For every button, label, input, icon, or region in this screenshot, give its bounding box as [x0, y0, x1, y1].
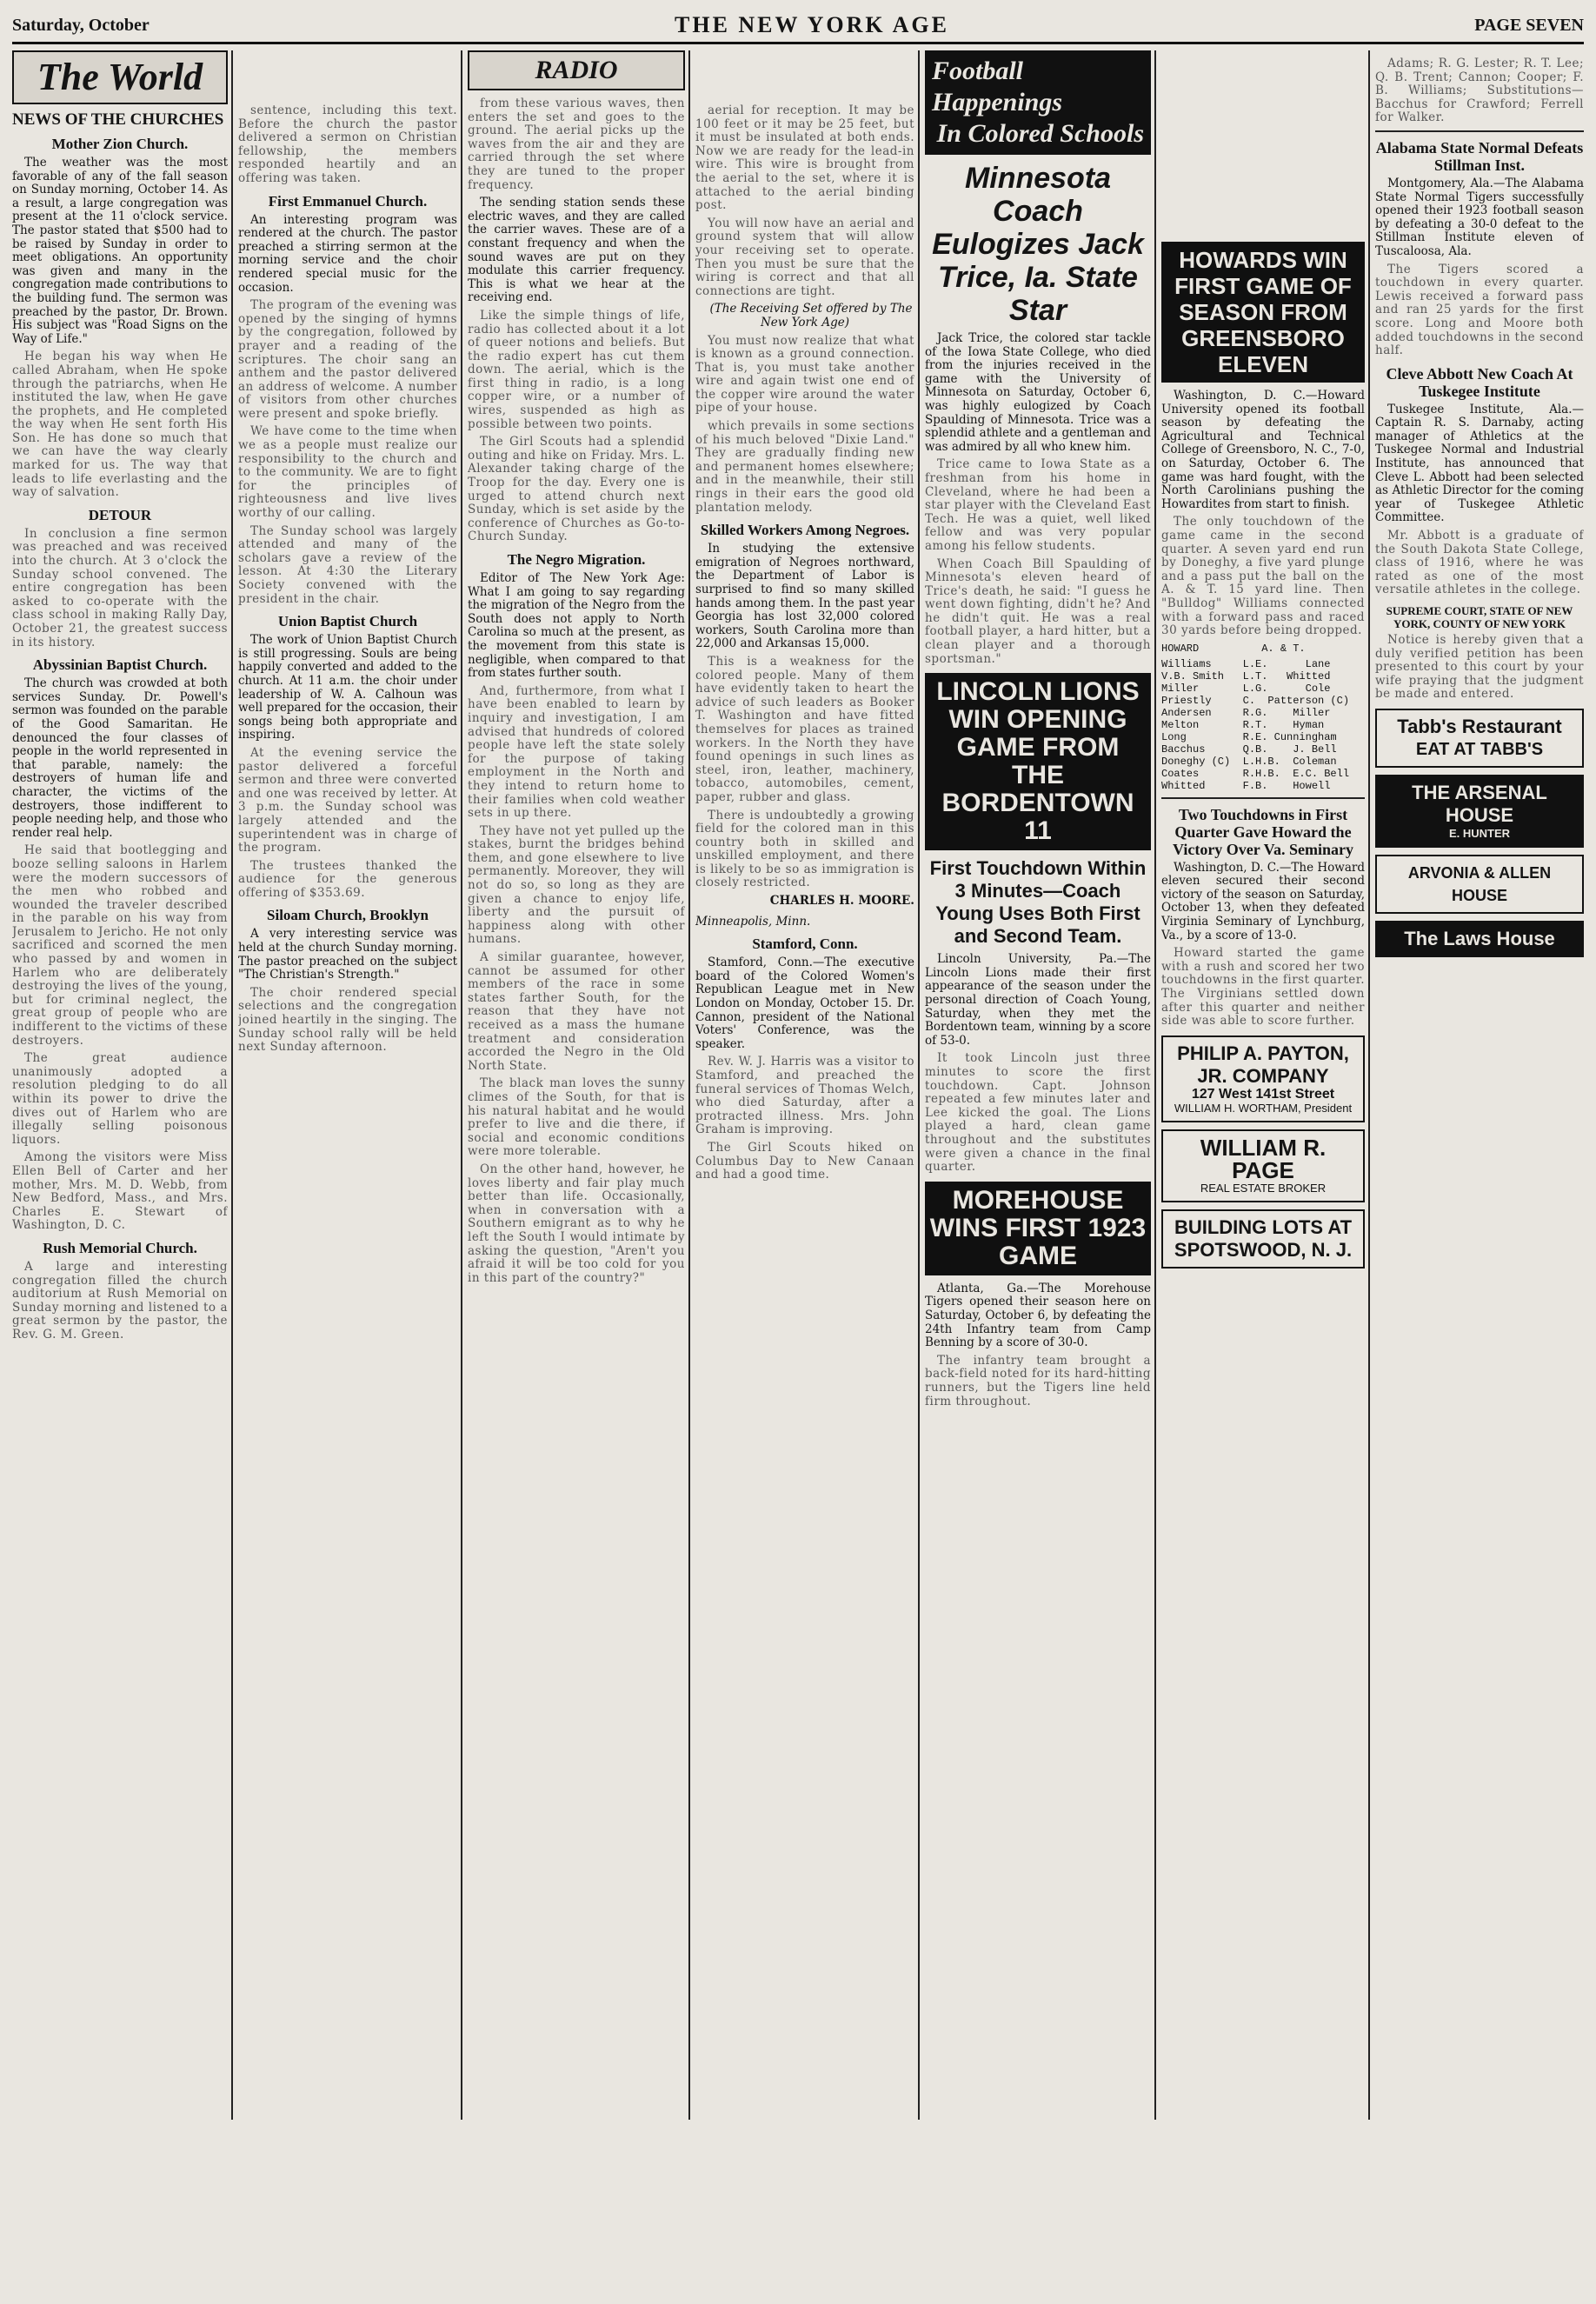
- masthead-paper-name: THE NEW YORK AGE: [675, 12, 949, 37]
- masthead-page-number: PAGE SEVEN: [1474, 15, 1584, 35]
- trice-article: Jack Trice, the colored star tackle of the Iowa State College, who died from the injuries received in the game with the University of Minnesota on Saturday, October 6, was highly eulogized by Coach Spaulding of Minnesota. Trice was a splendid athlete and a gentleman and was admired by all who knew him.: [925, 331, 1151, 454]
- union-baptist-article: The work of Union Baptist Church is still progressing. Souls are being happily converted and added to the church. At 11 a.m. the choir under leadership of W. A. Calhoun was well prepared for the occasion, their songs being both appropriate and inspiring.: [238, 633, 457, 742]
- section-title: NEWS OF THE CHURCHES: [12, 110, 224, 129]
- emmanuel-article: An interesting program was rendered at the church. The pastor preached a stirring sermon at the morning service and the choir rendered special music for the occasion.: [238, 212, 457, 295]
- lincoln-article: Lincoln University, Pa.—The Lincoln Lions made their first appearance of the season under the personal direction of Coach Young, Saturday, when they met the Bordentown team, winning by a score of 53-0.: [925, 952, 1151, 1048]
- article-filler: On the other hand, however, he loves liberty and fair play much better than life. Occasionally, when in conversation with a Southern emigrant as to why he left the South I would intimate by asking the question, "Aren't you afraid it will be too cold for you in this part of the country?": [468, 1162, 685, 1285]
- abbott-heading: Cleve Abbott New Coach At Tuskegee Institute: [1386, 364, 1573, 400]
- stamford-heading: Stamford, Conn.: [752, 936, 858, 953]
- article-filler: Mr. Abbott is a graduate of the South Dakota State College, class of 1916, where he was rated as one of the most versatile athletes in the college.: [1375, 529, 1584, 597]
- column-church-news: [12, 50, 228, 2120]
- page-ad-subtitle: REAL ESTATE BROKER: [1200, 1181, 1327, 1195]
- signature-place: Minneapolis, Minn.: [695, 914, 811, 929]
- radio-caption: (The Receiving Set offered by The New York Age): [709, 302, 913, 330]
- football-heading: Football Happenings: [932, 57, 1063, 117]
- column-radio: [468, 50, 685, 2120]
- abyssinian-article: The church was crowded at both services Sunday. Dr. Powell's sermon was founded on the parable of the Good Samaritan. He denounced the four classes of people in the world represented in that parable, namely: the destroyers of human life and character, the victims of the destroyers, those indifferent to people needing help, and those who render real help.: [12, 676, 228, 840]
- arsenal-ad: [1375, 775, 1584, 848]
- article-filler: which prevails in some sections of his much beloved "Dixie Land." They are gradually finding new and permanent homes elsewhere; and in the meanwhile, their still rings in their ears the good old plantation melody.: [695, 419, 914, 515]
- article-filler: aerial for reception. It may be 100 feet or it may be 25 feet, but it must be insulated at both ends. Now we are ready for the lead-in wire. This wire is brought from the aerial to the set, where it is attached to the aerial binding post.: [695, 104, 914, 213]
- article-filler: The Girl Scouts hiked on Columbus Day to New Canaan and had a good time.: [695, 1140, 914, 1182]
- article-filler: The program of the evening was opened by the singing of hymns by the congregation, followed by prayer and a reading of the scriptures. The choir sang an anthem and the pastor delivered an address of welcome. A number of visitors from other churches were present and spoke briefly.: [238, 298, 457, 421]
- lincoln-deck: First Touchdown Within 3 Minutes—Coach Young Uses Both First and Second Team.: [929, 857, 1147, 948]
- lincoln-headline: LINCOLN LIONS WIN OPENING GAME FROM THE BORDENTOWN 11: [925, 673, 1151, 850]
- tabbs-ad-slogan: EAT AT TABB'S: [1415, 739, 1544, 759]
- world-heading: The World: [12, 50, 228, 104]
- article-filler: Rev. W. J. Harris was a visitor to Stamford, and preached the funeral services of Thomas Welch, who died Saturday, after a protracted illness. Mrs. John Graham is improving.: [695, 1055, 914, 1137]
- divider: [1375, 130, 1584, 132]
- article-filler: Notice is hereby given that a duly verified petition has been presented to this court by your wife praying that the judgment be made and entered.: [1375, 633, 1584, 702]
- trice-headline: Minnesota Coach Eulogizes Jack Trice, Ia. State Star: [932, 162, 1144, 327]
- article-filler: A large and interesting congregation filled the church auditorium at Rush Memorial on Sunday morning and listened to a great sermon by the pastor, the Rev. G. M. Green.: [12, 1259, 228, 1342]
- skilled-workers-article: In studying the extensive emigration of Negroes northward, the Department of Labor is surprised to find so many skilled hands among them. In the past year Georgia has lost 32,000 colored workers, South Carolina more than 22,000 and Arkansas 15,000.: [695, 542, 914, 651]
- article-filler: They have not yet pulled up the stakes, burnt the bridges behind them, and gone elsewhere to live permanently. Moreover, they will not do so, so long as they are given a chance to enjoy life, liberty and the pursuit of happiness along with other humans.: [468, 823, 685, 947]
- skilled-workers-heading: Skilled Workers Among Negroes.: [700, 522, 910, 539]
- laws-ad-title: The Laws House: [1404, 927, 1555, 949]
- emmanuel-heading: First Emmanuel Church.: [268, 192, 428, 210]
- radio-heading: RADIO: [468, 50, 685, 90]
- article-filler: And, furthermore, from what I have been enabled to learn by inquiry and investigation, I am advised that hundreds of colored people have left the state solely for the purpose of taking employment in the North and they intend to return home to their families when cold weather sets in up there.: [468, 683, 685, 821]
- column-rule: [461, 50, 462, 2120]
- column-rule: [688, 50, 690, 2120]
- mother-zion-heading: Mother Zion Church.: [51, 136, 189, 152]
- court-notice-heading: SUPREME COURT, STATE OF NEW YORK, COUNTY OF NEW YORK: [1386, 604, 1573, 630]
- tabbs-ad: [1375, 709, 1584, 768]
- siloam-heading: Siloam Church, Brooklyn: [267, 907, 429, 924]
- article-filler: He said that bootlegging and booze selling saloons in Harlem were the modern successors of the men who robbed and wounded the traveler described in the parable on his way from Jerusalem to Jericho. He not only sacrificed and scorned the men who passed by and women in Harlem who are deliberately destroying the lives of the young, but for criminal neglect, the great group of people who are indifferent to the victims of these destroyers.: [12, 843, 228, 1048]
- article-filler: The great audience unanimously adopted a resolution pledging to do all within its power to drive the dives out of Harlem who are illegally selling poisonous liquors.: [12, 1051, 228, 1147]
- abbott-article: Tuskegee Institute, Ala.—Captain R. S. Darnaby, acting manager of Athletics at the Tuskegee Normal and Industrial Institute, has announced that Cleve L. Abbott had been selected as Athletic Director for the coming year of Tuskegee Athletic Committee.: [1375, 402, 1584, 525]
- migration-heading: The Negro Migration.: [507, 551, 646, 568]
- mother-zion-article: The weather was the most favorable of any of the fall season on Sunday morning, October 14. As a result, a large congregation was present at the 11 o'clock service. The pastor stated that $500 had to be raised by Sunday in order to meet obligations. An opportunity was given and many in the congregation made contributions to the building fund. The sermon was preached by the pastor, Dr. Brown. His subject was "Road Signs on the Way of Life.": [12, 156, 228, 346]
- column-rule: [1154, 50, 1156, 2120]
- two-touchdowns-heading: Two Touchdowns in First Quarter Gave Howard the Victory Over Va. Seminary: [1173, 805, 1353, 858]
- arsenal-ad-owner: E. HUNTER: [1448, 826, 1511, 840]
- payton-ad-title: PHILIP A. PAYTON, JR. COMPANY: [1177, 1042, 1349, 1087]
- column-church-news-2: [238, 104, 457, 2174]
- column-football: [925, 50, 1151, 2120]
- article-filler: You will now have an aerial and ground system that will allow your receiving set to operate. Then you must be sure that the wiring is correct and that all connections are tight.: [695, 216, 914, 298]
- column-rule: [231, 50, 233, 2120]
- alabama-article: Montgomery, Ala.—The Alabama State Normal Tigers successfully opened their 1923 football season by defeating a 30-0 defeat to the Stillman Institute eleven of Tuscaloosa, Ala.: [1375, 176, 1584, 258]
- spotswood-ad: [1161, 1209, 1365, 1269]
- column-howard: [1161, 235, 1365, 2304]
- abyssinian-heading: Abyssinian Baptist Church.: [32, 656, 208, 674]
- article-filler: It took Lincoln just three minutes to score the first touchdown. Capt. Johnson repeated a few minutes later and Lee kicked the goal. The Lions played a hard, clean game throughout and the substitutes were given a chance in the final quarter.: [925, 1051, 1151, 1175]
- article-filler: The Tigers scored a touchdown in every quarter. Lewis received a forward pass and ran 25 yards for the first score. Long and Moore both added touchdowns in the second half.: [1375, 262, 1584, 358]
- article-filler: Howard started the game with a rush and scored her two touchdowns in the first quarter. The Virginians settled down after this quarter and neither side was able to score further.: [1161, 946, 1365, 1029]
- lineup-title: HOWARD A. & T.: [1161, 642, 1306, 655]
- article-filler: This is a weakness for the colored people. Many of them have evidently taken to heart the advice of such leaders as Booker T. Washington and have fitted themselves for places as trained workers. In the North they have found openings in such lines as steel, iron, leather, machinery, tobacco, automobiles, cement, paper, rubber and glass.: [695, 654, 914, 804]
- column-rule: [1368, 50, 1370, 2120]
- colored-schools-heading: In Colored Schools: [936, 119, 1144, 148]
- article-filler: Among the visitors were Miss Ellen Bell of Carter and her mother, Mrs. M. D. Webb, from New Bedford, Mass., and Mrs. Charles E. Stewart of Washington, D. C.: [12, 1150, 228, 1233]
- article-filler: from these various waves, then enters the set and goes to the ground. The aerial picks up the waves from the air and they are carried through the set where they are tuned to the proper frequency.: [468, 97, 685, 192]
- lineup-table: Williams L.E. Lane V.B. Smith L.T. Whitted Miller L.G. Cole Priestly C. Patterson (C) Andersen R.G. Miller Melton R.T. Hyman Long R.E. Cunningham Bacchus Q.B. J. Bell Doneghy (C) L.H.B. Coleman Coates R.H.B. E.C. Bell Whitted F.B. Howell: [1161, 657, 1350, 792]
- signature-moore: CHARLES H. MOORE.: [769, 894, 914, 909]
- article-filler: The black man loves the sunny climes of the South, for that is his natural habitat and he would prefer to live and die there, if social and economic conditions were more tolerable.: [468, 1076, 685, 1159]
- radio-article: The sending station sends these electric waves, and they are called the carrier waves. These are of a constant frequency and when the sound waves are put on they modulate this carrier frequency. This is what we hear at the receiving end.: [468, 196, 685, 305]
- article-filler: When Coach Bill Spaulding of Minnesota's eleven heard of Trice's death, he said: "I guess he went down fighting, didn't he? And he didn't quit. He was a real football player, a hard hitter, but a clean player and a thorough sportsman.": [925, 556, 1151, 666]
- page-ad: [1161, 1129, 1365, 1202]
- article-filler: You must now realize that what is known as a ground connection. That is, you must take another wire and again twist one end of the copper wire around the water pipe of your house.: [695, 333, 914, 416]
- tabbs-ad-title: Tabb's Restaurant: [1397, 715, 1562, 737]
- article-filler: The only touchdown of the game came in the second quarter. A seven yard end run by Doneghy, a five yard plunge and a pass put the ball on the A. & T. 15 yard line. Then "Bulldog" Williams connected with a forward pass and raced 30 yards before being dropped.: [1161, 515, 1365, 638]
- article-filler: The infantry team brought a back-field noted for its hard-hitting runners, but the Tigers line held firm throughout.: [925, 1353, 1151, 1408]
- laws-ad: [1375, 921, 1584, 957]
- detour-heading: DETOUR: [88, 506, 152, 523]
- article-filler: Trice came to Iowa State as a freshman from his home in Cleveland, where he had been a star player with the Cleveland East Tech. He was a quiet, well liked fellow and was very popular among his fellow students.: [925, 457, 1151, 553]
- masthead-date: Saturday, October: [12, 15, 150, 35]
- article-filler: The Sunday school was largely attended and many of the scholars gave a review of the lesson. At 4:30 the Literary Society convened with the president in the chair.: [238, 523, 457, 606]
- column-sports-and-ads: [1375, 50, 1584, 2120]
- union-baptist-heading: Union Baptist Church: [277, 613, 418, 630]
- article-filler: In conclusion a fine sermon was preached and was received into the church. At 3 o'clock the Sunday school convened. The entire congregation has been asked to co-operate with the class school in making Rally Day, October 21, the greatest success in its history.: [12, 526, 228, 649]
- column-rule: [918, 50, 920, 2120]
- arvonia-ad: [1375, 855, 1584, 914]
- article-filler: We have come to the time when we as a people must realize our responsibility to the church and to the community. We are to fight for the principles of righteousness and live lives worthy of our calling.: [238, 424, 457, 521]
- page-ad-title: WILLIAM R. PAGE: [1200, 1134, 1327, 1183]
- payton-ad-address: 127 West 141st Street: [1191, 1086, 1335, 1102]
- payton-ad: [1161, 1035, 1365, 1122]
- article-filler: Adams; R. G. Lester; R. T. Lee; Q. B. Trent; Cannon; Cooper; F. B. Williams; Substitutions—Bacchus for Crawford; Ferrell for Walker.: [1375, 57, 1584, 125]
- spotswood-ad-title: BUILDING LOTS AT SPOTSWOOD, N. J.: [1174, 1215, 1353, 1261]
- payton-ad-president: WILLIAM H. WORTHAM, President: [1174, 1101, 1353, 1115]
- two-touchdowns-article: Washington, D. C.—The Howard eleven secured their second victory of the season on Saturday, October 13, when they defeated Virginia Seminary of Lynchburg, Va., by a score of 13-0.: [1161, 860, 1365, 942]
- article-filler: A similar guarantee, however, cannot be assumed for other members of the race in some states farther South, for the reason that they have not received as a mass the humane treatment and consideration accorded the Negro in the Old North State.: [468, 950, 685, 1073]
- article-filler: The Girl Scouts had a splendid outing and hike on Friday. Mrs. L. Alexander taking charge of the Troop for the day. Every one is urged to attend church next Sunday, which is set aside by the conference of Churches as Go-to-Church Sunday.: [468, 435, 685, 544]
- howard-headline: HOWARDS WIN FIRST GAME OF SEASON FROM GREENSBORO ELEVEN: [1161, 242, 1365, 383]
- rush-memorial-heading: Rush Memorial Church.: [43, 1239, 197, 1256]
- arsenal-ad-title: THE ARSENAL HOUSE: [1412, 781, 1547, 826]
- article-filler: There is undoubtedly a growing field for the colored man in this country both in skilled and unskilled employment, and there is likely to be so as immigration is closely restricted.: [695, 808, 914, 890]
- morehouse-headline: MOREHOUSE WINS FIRST 1923 GAME: [925, 1182, 1151, 1275]
- siloam-article: A very interesting service was held at the church Sunday morning. The pastor preached on the subject "The Christian's Strength.": [238, 927, 457, 982]
- morehouse-article: Atlanta, Ga.—The Morehouse Tigers opened their season here on Saturday, October 6, by defeating the 24th Infantry team from Camp Benning by a score of 30-0.: [925, 1281, 1151, 1350]
- article-filler: At the evening service the pastor delivered a forceful sermon and three were converted and one was received by letter. At 3 p.m. the Sunday school was largely attended and the superintendent was in charge of the program.: [238, 745, 457, 856]
- column-radio-2: [695, 104, 914, 2174]
- article-filler: The choir rendered special selections and the congregation joined heartily in the singing. The Sunday school rally will be held next Sunday afternoon.: [238, 985, 457, 1055]
- article-filler: sentence, including this text. Before the church the pastor delivered a sermon on Christian fellowship, the members responded heartily and an offering was taken.: [238, 104, 457, 185]
- stamford-article: Stamford, Conn.—The executive board of the Colored Women's Republican League met in New London on Monday, October 15. Dr. Cannon, president of the National Voters' Conference, was the speaker.: [695, 956, 914, 1051]
- arvonia-ad-title: ARVONIA & ALLEN HOUSE: [1407, 863, 1552, 904]
- article-filler: He began his way when He called Abraham, when He spoke through the patriarchs, when He instituted the law, when He gave the prophets, and He completed the way when He sent forth His Son. He has done so much that we can have the way clearly marked for us. The way that leads to life everlasting and the way of salvation.: [12, 350, 228, 500]
- divider: [1161, 797, 1365, 799]
- alabama-heading: Alabama State Normal Defeats Stillman Inst.: [1375, 138, 1584, 174]
- migration-article: Editor of The New York Age: What I am going to say regarding the migration of the Negro from the South does not apply to North Carolina so much at the present, as the movement from this state is negligible, when compared to that from states further south.: [468, 571, 685, 681]
- howard-article: Washington, D. C.—Howard University opened its football season by defeating the Agricultural and Technical College of Greensboro, N. C., 7-0, on Saturday, October 6. The game was hard fought, with the North Carolinians pushing the Howardites from start to finish.: [1161, 389, 1365, 511]
- masthead: [12, 9, 1584, 44]
- article-filler: Like the simple things of life, radio has collected about it a lot of queer notions and beliefs. But the radio expert has cut them down. The aerial, which is the first thing in radio, is a long copper wire, or a number of wires, suspended as high as possible between two points.: [468, 308, 685, 431]
- article-filler: The trustees thanked the audience for the generous offering of $353.69.: [238, 858, 457, 900]
